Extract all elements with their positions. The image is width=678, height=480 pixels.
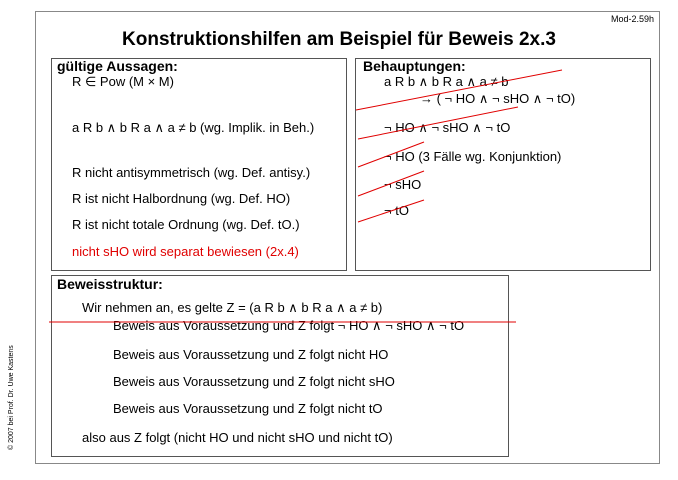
strike-line	[358, 142, 424, 167]
strike-line	[358, 200, 424, 222]
proof-line: Beweis aus Voraussetzung und Z folgt nicht sHO	[113, 374, 395, 389]
strike-line	[358, 107, 518, 139]
strike-line	[358, 171, 424, 196]
slide-id: Mod-2.59h	[610, 14, 654, 24]
proof-structure-heading: Beweisstruktur:	[57, 276, 163, 292]
proof-line: Wir nehmen an, es gelte Z = (a R b ∧ b R a ∧ a ≠ b)	[82, 300, 383, 315]
claim-line: ¬ HO (3 Fälle wg. Konjunktion)	[384, 149, 562, 164]
statement-line: R nicht antisymmetrisch (wg. Def. antisy.)	[72, 165, 311, 180]
statement-line: R ist nicht Halbordnung (wg. Def. HO)	[72, 191, 291, 206]
statement-line: a R b ∧ b R a ∧ a ≠ b (wg. Implik. in Beh.)	[72, 120, 315, 135]
claim-line: ¬ sHO	[384, 177, 422, 192]
claim-line: ¬ HO ∧ ¬ sHO ∧ ¬ tO	[384, 120, 511, 135]
proof-line: Beweis aus Voraussetzung und Z folgt nicht tO	[113, 401, 383, 416]
strike-line	[356, 70, 562, 110]
proof-line: Beweis aus Voraussetzung und Z folgt ¬ HO ∧ ¬ sHO ∧ ¬ tO	[113, 318, 465, 333]
claim-line: ¬ tO	[384, 203, 409, 218]
copyright-note: © 2007 bei Prof. Dr. Uwe Kastens	[8, 345, 15, 450]
proof-line: Beweis aus Voraussetzung und Z folgt nicht HO	[113, 347, 389, 362]
proof-line: also aus Z folgt (nicht HO und nicht sHO und nicht tO)	[82, 430, 393, 445]
statement-line: R ∈ Pow (M × M)	[72, 74, 174, 89]
separate-proof-note: nicht sHO wird separat bewiesen (2x.4)	[72, 244, 299, 259]
claim-line: → ( ¬ HO ∧ ¬ sHO ∧ ¬ tO)	[420, 91, 576, 106]
claims-heading: Behauptungen:	[363, 58, 466, 74]
page-title: Konstruktionshilfen am Beispiel für Beweis 2x.3	[122, 29, 556, 50]
statement-line: R ist nicht totale Ordnung (wg. Def. tO.)	[72, 217, 300, 232]
valid-statements-heading: gültige Aussagen:	[57, 58, 178, 74]
claim-line: a R b ∧ b R a ∧ a ≠ b	[384, 74, 509, 89]
